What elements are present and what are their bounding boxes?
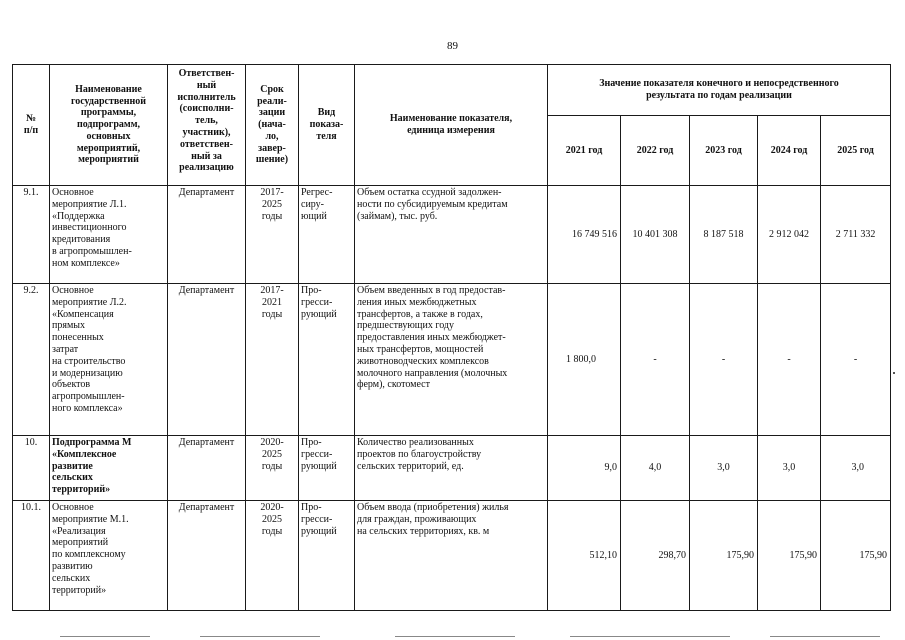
row-kind: Про- гресси- рующий	[299, 436, 355, 501]
row-program: Основное мероприятие Л.1. «Поддержка инвестиционного кредитования в агропромышлен- ном комплексе»	[50, 186, 168, 284]
row-executor: Департамент	[168, 436, 246, 501]
row-indicator: Количество реализованных проектов по благоустройству сельских территорий, ед.	[355, 436, 548, 501]
page-number: 89	[447, 40, 458, 52]
row-term: 2020- 2025 годы	[246, 501, 299, 611]
row-value-2023: 175,90	[690, 501, 758, 611]
indicators-table	[12, 64, 891, 611]
row-value-2025: 175,90	[821, 501, 891, 611]
row-executor: Департамент	[168, 284, 246, 436]
row-value-2022: -	[621, 284, 690, 436]
header-values: Значение показателя конечного и непосредственного результата по годам реализации	[548, 65, 891, 116]
header-num: № п/п	[13, 65, 50, 186]
row-value-2025: -	[821, 284, 891, 436]
scan-edge-marks	[0, 634, 905, 640]
scan-mark	[893, 372, 895, 374]
row-indicator: Объем введенных в год предостав- ления иных межбюджетных трансфертов, а также в годах, предшествующих году предоставления иных межбюджет- ных трансфертов, мощностей животноводческих комплексов молочного направления (молочных ферм), скотомест	[355, 284, 548, 436]
row-value-2023: 3,0	[690, 436, 758, 501]
row-value-2023: -	[690, 284, 758, 436]
row-kind: Регрес- сиру- ющий	[299, 186, 355, 284]
table-row	[13, 186, 891, 284]
row-executor: Департамент	[168, 501, 246, 611]
row-value-2021: 16 749 516	[548, 186, 621, 284]
row-value-2021: 1 800,0	[548, 284, 621, 436]
row-value-2024: -	[758, 284, 821, 436]
header-kind: Вид показа- теля	[299, 65, 355, 186]
header-year-2022: 2022 год	[621, 116, 690, 186]
table-row	[13, 436, 891, 501]
row-executor: Департамент	[168, 186, 246, 284]
row-num: 10.	[13, 436, 50, 501]
row-kind: Про- гресси- рующий	[299, 501, 355, 611]
row-indicator: Объем ввода (приобретения) жилья для граждан, проживающих на сельских территориях, кв. м	[355, 501, 548, 611]
row-kind: Про- гресси- рующий	[299, 284, 355, 436]
header-indicator: Наименование показателя, единица измерения	[355, 65, 548, 186]
row-value-2023: 8 187 518	[690, 186, 758, 284]
row-indicator: Объем остатка ссудной задолжен- ности по субсидируемым кредитам (займам), тыс. руб.	[355, 186, 548, 284]
row-program: Основное мероприятие М.1. «Реализация мероприятий по комплексному развитию сельских территорий»	[50, 501, 168, 611]
row-num: 9.1.	[13, 186, 50, 284]
header-year-2024: 2024 год	[758, 116, 821, 186]
row-value-2024: 175,90	[758, 501, 821, 611]
row-value-2024: 2 912 042	[758, 186, 821, 284]
header-program: Наименование государственной программы, подпрограмм, основных мероприятий, мероприятий	[50, 65, 168, 186]
header-executor: Ответствен- ный исполнитель (соисполни- тель, участник), ответствен- ный за реализацию	[168, 65, 246, 186]
row-value-2022: 4,0	[621, 436, 690, 501]
row-program: Подпрограмма М «Комплексное развитие сельских территорий»	[50, 436, 168, 501]
row-num: 9.2.	[13, 284, 50, 436]
row-program: Основное мероприятие Л.2. «Компенсация прямых понесенных затрат на строительство и модернизацию объектов агропромышлен- ного комплекса»	[50, 284, 168, 436]
header-year-2025: 2025 год	[821, 116, 891, 186]
row-num: 10.1.	[13, 501, 50, 611]
header-year-2023: 2023 год	[690, 116, 758, 186]
row-term: 2017- 2021 годы	[246, 284, 299, 436]
row-term: 2017- 2025 годы	[246, 186, 299, 284]
table-row	[13, 284, 891, 436]
table-row	[13, 501, 891, 611]
header-term: Срок реали- зации (нача- ло, завер- шение)	[246, 65, 299, 186]
header-year-2021: 2021 год	[548, 116, 621, 186]
row-value-2025: 3,0	[821, 436, 891, 501]
row-value-2024: 3,0	[758, 436, 821, 501]
row-value-2025: 2 711 332	[821, 186, 891, 284]
row-value-2021: 512,10	[548, 501, 621, 611]
row-value-2021: 9,0	[548, 436, 621, 501]
row-value-2022: 10 401 308	[621, 186, 690, 284]
row-value-2022: 298,70	[621, 501, 690, 611]
row-term: 2020- 2025 годы	[246, 436, 299, 501]
